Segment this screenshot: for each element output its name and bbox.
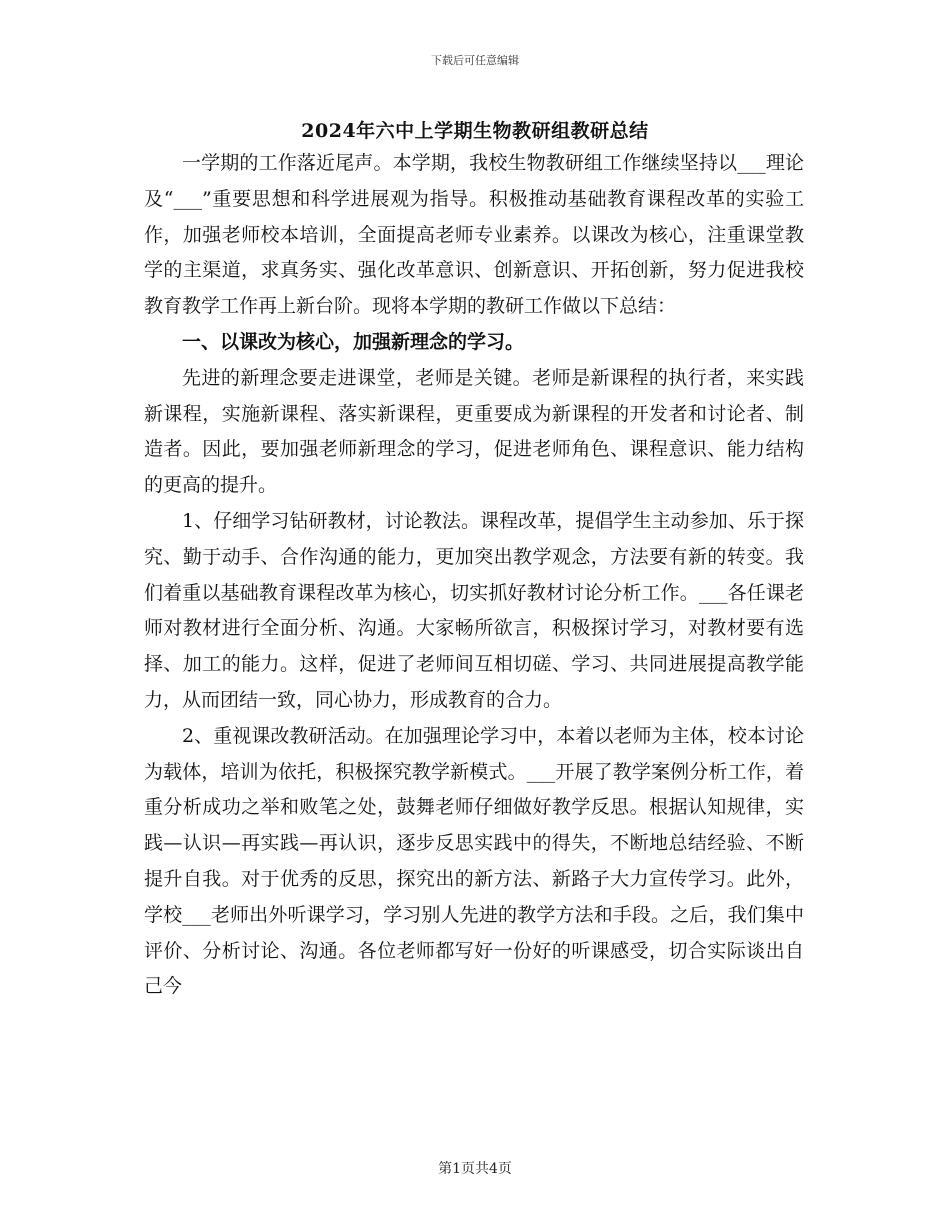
page-number: 第1页共4页 — [438, 1161, 512, 1177]
body-paragraph: 1、仔细学习钻研教材，讨论教法。课程改革，提倡学生主动参加、乐于探究、勤于动手、合作沟通的能力，更加突出教学观念，方法要有新的转变。我们着重以基础教育课程改革为核心，切实抓好教材讨论分析工作。___各任课老师对教材进行全面分析、沟通。大家畅所欲言，积极探讨学习，对教材要有选择、加工的能力。这样，促进了老师间互相切磋、学习、共同进展提高教学能力，从而团结一致，同心协力，形成教育的合力。 — [144, 509, 804, 711]
header-note: 下载后可任意编辑 — [431, 54, 519, 67]
intro-paragraph: 一学期的工作落近尾声。本学期，我校生物教研组工作继续坚持以___理论及“___”重要思想和科学进展观为指导。积极推动基础教育课程改革的实验工作，加强老师校本培训，全面提高老师专业素养。以课改为核心，注重课堂教学的主渠道，求真务实、强化改革意识、创新意识、开拓创新，努力促进我校教育教学工作再上新台阶。现将本学期的教研工作做以下总结： — [144, 152, 804, 318]
document-body — [144, 146, 804, 1005]
section-heading: 一、以课改为核心，加强新理念的学习。 — [182, 330, 525, 353]
body-paragraph: 2、重视课改教研活动。在加强理论学习中，本着以老师为主体，校本讨论为载体，培训为依托，积极探究教学新模式。___开展了教学案例分析工作，着重分析成功之举和败笔之处，鼓舞老师仔细做好教学反思。根据认知规律，实践—认识—再实践—再认识，逐步反思实践中的得失，不断地总结经验、不断提升自我。对于优秀的反思，探究出的新方法、新路子大力宣传学习。此外，学校___老师出外听课学习，学习别人先进的教学方法和手段。之后，我们集中评价、分析讨论、沟通。各位老师都写好一份好的听课感受，切合实际谈出自己今 — [144, 724, 804, 998]
document-title: 2024年六中上学期生物教研组教研总结 — [301, 120, 649, 142]
body-paragraph: 先进的新理念要走进课堂，老师是关键。老师是新课程的执行者，来实践新课程，实施新课程、落实新课程，更重要成为新课程的开发者和讨论者、制造者。因此，要加强老师新理念的学习，促进老师角色、课程意识、能力结构的更高的提升。 — [144, 366, 804, 497]
